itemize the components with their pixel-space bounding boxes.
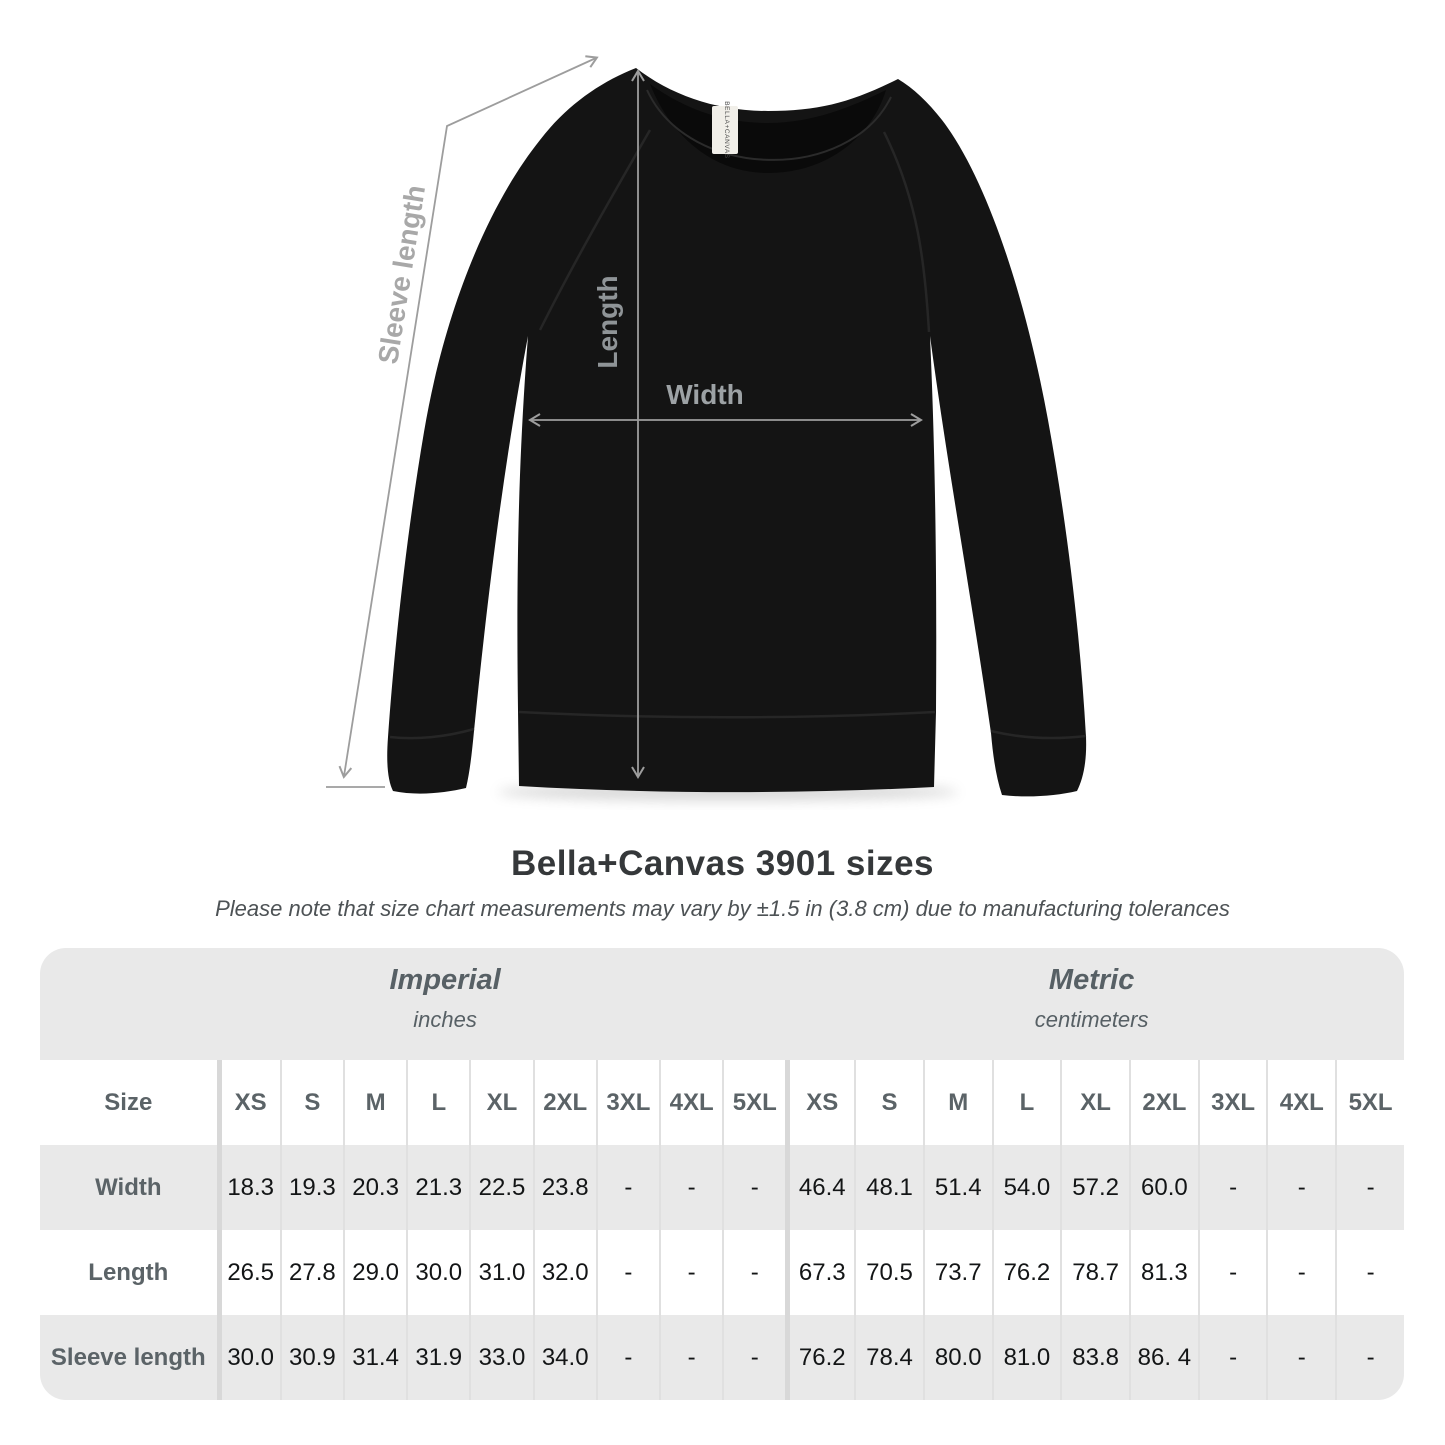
- table-row-length: [40, 1230, 1404, 1315]
- measurement-cell: -: [596, 1230, 659, 1315]
- measurement-cell: 46.4: [785, 1145, 854, 1230]
- measurement-cell: 81.3: [1129, 1230, 1198, 1315]
- measurement-cell: 70.5: [854, 1230, 923, 1315]
- measurement-cell: 60.0: [1129, 1145, 1198, 1230]
- measurement-cell: 31.0: [469, 1230, 532, 1315]
- measurement-cell: -: [659, 1315, 722, 1400]
- width-label: Width: [666, 379, 744, 410]
- measurement-cell: 86. 4: [1129, 1315, 1198, 1400]
- sleeve-length-label: Sleeve length: [372, 182, 432, 367]
- measurement-cell: 30.0: [406, 1230, 469, 1315]
- size-header-cell: S: [854, 1060, 923, 1145]
- measurement-cell: 30.9: [280, 1315, 343, 1400]
- measurement-cell: 48.1: [854, 1145, 923, 1230]
- tolerance-note: Please note that size chart measurements may vary by ±1.5 in (3.8 cm) due to manufacturing tolerances: [215, 896, 1230, 921]
- size-header-cell: S: [280, 1060, 343, 1145]
- size-header-cell: XL: [1060, 1060, 1129, 1145]
- measurement-cell: 57.2: [1060, 1145, 1129, 1230]
- size-header-cell: 3XL: [596, 1060, 659, 1145]
- measurement-cell: -: [1266, 1230, 1335, 1315]
- measurement-cell: -: [1198, 1315, 1267, 1400]
- measurement-cell: -: [1335, 1230, 1404, 1315]
- size-header-cell: 5XL: [1335, 1060, 1404, 1145]
- measurement-cell: 18.3: [217, 1145, 280, 1230]
- measurement-cell: 22.5: [469, 1145, 532, 1230]
- page-title: Bella+Canvas 3901 sizes: [510, 844, 935, 883]
- measurement-cell: 31.4: [343, 1315, 406, 1400]
- imperial-header-block: [389, 964, 500, 1033]
- size-header-cell: 2XL: [533, 1060, 596, 1145]
- size-header-cell: M: [343, 1060, 406, 1145]
- measurement-cell: 76.2: [992, 1230, 1061, 1315]
- size-header-cell: 4XL: [659, 1060, 722, 1145]
- measurement-cell: 83.8: [1060, 1315, 1129, 1400]
- size-column-title: Size: [40, 1060, 217, 1145]
- table-row-width: [40, 1145, 1404, 1230]
- metric-header-block: [1035, 964, 1149, 1033]
- size-header-cell: XS: [217, 1060, 280, 1145]
- measurement-cell: 54.0: [992, 1145, 1061, 1230]
- measurement-cell: 81.0: [992, 1315, 1061, 1400]
- size-header-cell: 5XL: [722, 1060, 785, 1145]
- size-table-container: [40, 948, 1404, 1400]
- measurement-cell: 20.3: [343, 1145, 406, 1230]
- sweatshirt-illustration: [387, 68, 1086, 796]
- size-header-cell: XS: [785, 1060, 854, 1145]
- size-table: [40, 948, 1404, 1400]
- measurement-cell: -: [1335, 1315, 1404, 1400]
- measurement-cell: 73.7: [923, 1230, 992, 1315]
- measurement-cell: -: [1266, 1145, 1335, 1230]
- neck-tag: [712, 101, 738, 159]
- size-header-row: [40, 1060, 1404, 1145]
- measurement-cell: 32.0: [533, 1230, 596, 1315]
- measurement-cell: -: [659, 1230, 722, 1315]
- measurement-cell: 26.5: [217, 1230, 280, 1315]
- measurement-cell: 76.2: [785, 1315, 854, 1400]
- measurement-cell: -: [596, 1315, 659, 1400]
- size-header-cell: 4XL: [1266, 1060, 1335, 1145]
- measurement-cell: -: [659, 1145, 722, 1230]
- neck-tag-text: BELLA+CANVAS: [723, 101, 730, 159]
- measurement-cell: 80.0: [923, 1315, 992, 1400]
- measurement-cell: -: [722, 1145, 785, 1230]
- size-header-cell: 2XL: [1129, 1060, 1198, 1145]
- measurement-cell: -: [596, 1145, 659, 1230]
- measurement-cell: 19.3: [280, 1145, 343, 1230]
- measurement-cell: 27.8: [280, 1230, 343, 1315]
- measurement-cell: -: [1335, 1145, 1404, 1230]
- measurement-cell: 29.0: [343, 1230, 406, 1315]
- measurement-cell: 67.3: [785, 1230, 854, 1315]
- unit-header-row: [40, 948, 1404, 1060]
- measurement-cell: -: [722, 1230, 785, 1315]
- row-label: Width: [40, 1145, 217, 1230]
- size-header-cell: M: [923, 1060, 992, 1145]
- row-label: Sleeve length: [40, 1315, 217, 1400]
- table-row-sleeve-length: [40, 1315, 1404, 1400]
- size-header-cell: XL: [469, 1060, 532, 1145]
- measurement-cell: -: [722, 1315, 785, 1400]
- measurement-cell: 78.4: [854, 1315, 923, 1400]
- measurement-cell: 21.3: [406, 1145, 469, 1230]
- length-label: Length: [592, 275, 623, 369]
- size-header-cell: 3XL: [1198, 1060, 1267, 1145]
- measurement-cell: -: [1198, 1230, 1267, 1315]
- measurement-cell: -: [1198, 1145, 1267, 1230]
- metric-unit-label: centimeters: [1034, 1007, 1149, 1032]
- unit-header-band: [40, 948, 1404, 1060]
- measurement-cell: 30.0: [217, 1315, 280, 1400]
- measurement-cell: 31.9: [406, 1315, 469, 1400]
- measurement-cell: 23.8: [533, 1145, 596, 1230]
- size-header-cell: L: [992, 1060, 1061, 1145]
- measurement-cell: 34.0: [533, 1315, 596, 1400]
- imperial-header: Imperial: [389, 964, 501, 996]
- measurement-cell: 33.0: [469, 1315, 532, 1400]
- size-header-cell: L: [406, 1060, 469, 1145]
- metric-header: Metric: [1048, 964, 1135, 996]
- measurement-cell: 78.7: [1060, 1230, 1129, 1315]
- row-label: Length: [40, 1230, 217, 1315]
- imperial-unit-label: inches: [413, 1007, 477, 1032]
- measurement-cell: 51.4: [923, 1145, 992, 1230]
- measurement-cell: -: [1266, 1315, 1335, 1400]
